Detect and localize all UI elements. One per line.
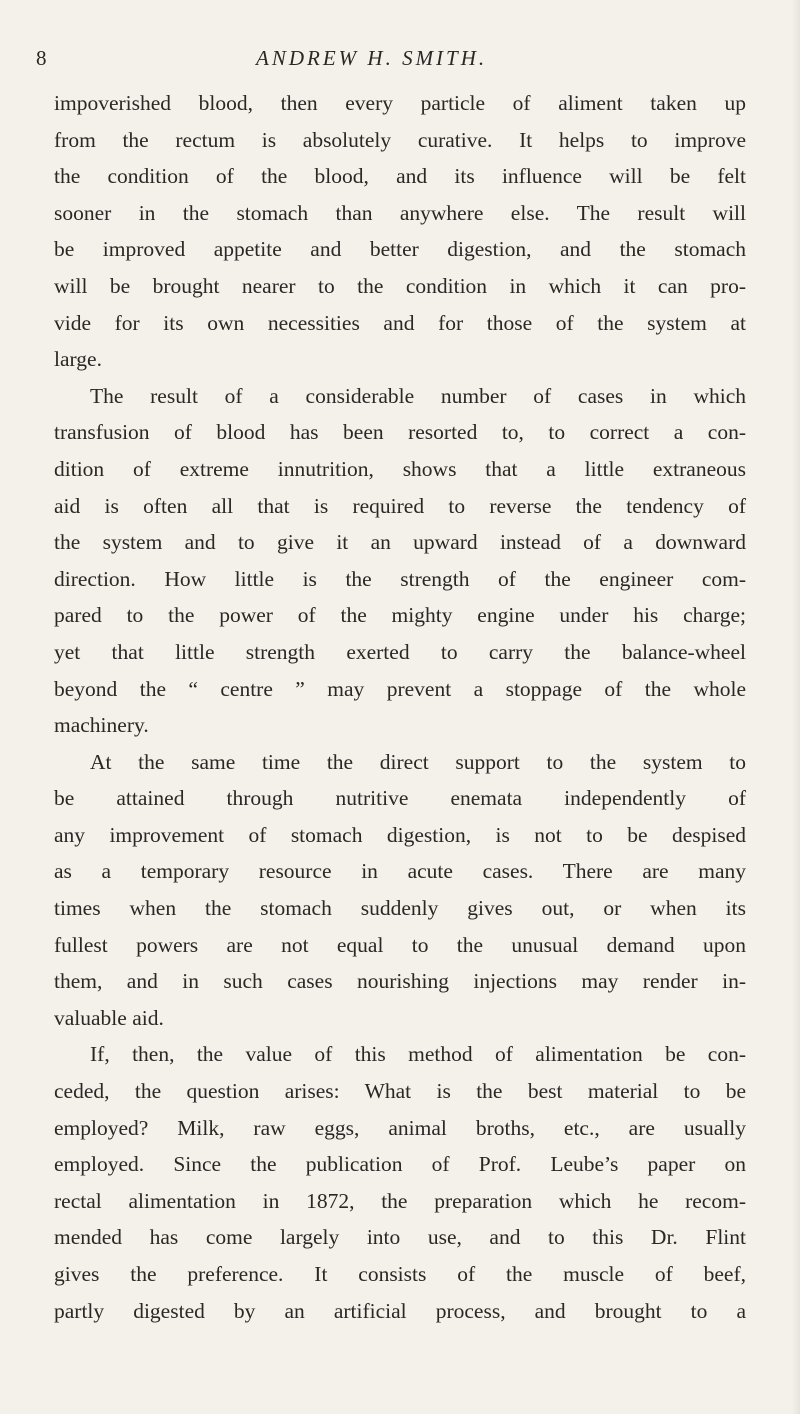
text-line: dition of extreme innutrition, shows that a little extraneous	[54, 456, 746, 481]
page-edge-shadow	[792, 0, 800, 1414]
text-line: yet that little strength exerted to carry the balance-wheel	[54, 639, 746, 664]
text-line: mended has come largely into use, and to this Dr. Flint	[54, 1225, 746, 1250]
text-line: employed. Since the publication of Prof. Leube’s paper on	[54, 1152, 746, 1177]
text-line: employed? Milk, raw eggs, animal broths, etc., are usually	[54, 1115, 746, 1140]
text-line: the condition of the blood, and its influence will be felt	[54, 164, 746, 189]
text-line: large.	[54, 347, 102, 372]
text-line: impoverished blood, then every particle of aliment taken up	[54, 91, 746, 115]
text-line: be improved appetite and better digestion, and the stomach	[54, 237, 746, 262]
text-line: direction. How little is the strength of the engineer com-	[54, 566, 746, 591]
text-line: ceded, the question arises: What is the best material to be	[54, 1079, 746, 1104]
page-number: 8	[36, 46, 47, 70]
text-line: be attained through nutritive enemata independently of	[54, 786, 746, 811]
text-line: sooner in the stomach than anywhere else. The result will	[54, 200, 746, 225]
text-line: will be brought nearer to the condition in which it can pro-	[54, 273, 746, 298]
text-line: The result of a considerable number of cases in which	[90, 383, 746, 408]
text-line: transfusion of blood has been resorted to, to correct a con-	[54, 420, 746, 445]
text-line: gives the preference. It consists of the muscle of beef,	[54, 1262, 746, 1286]
body-text	[54, 85, 746, 1329]
paragraph	[54, 744, 746, 1037]
text-line: rectal alimentation in 1872, the preparation which he recom-	[54, 1188, 746, 1213]
text-line: times when the stomach suddenly gives out, or when its	[54, 896, 746, 921]
text-line: the system and to give it an upward instead of a downward	[54, 530, 746, 555]
text-line: fullest powers are not equal to the unusual demand upon	[54, 932, 746, 957]
text-line: beyond the “ centre ” may prevent a stoppage of the whole	[54, 676, 746, 701]
text-line: aid is often all that is required to reverse the tendency of	[54, 493, 746, 518]
paragraph	[54, 1036, 746, 1329]
paragraph	[54, 378, 746, 744]
text-line: any improvement of stomach digestion, is not to be despised	[54, 822, 746, 847]
text-line: If, then, the value of this method of alimentation be con-	[90, 1042, 746, 1067]
text-line: as a temporary resource in acute cases. There are many	[54, 859, 746, 884]
text-line: pared to the power of the mighty engine under his charge;	[54, 603, 746, 628]
text-line: partly digested by an artificial process, and brought to a	[54, 1298, 746, 1323]
text-line: At the same time the direct support to the system to	[90, 749, 746, 774]
paragraph	[54, 85, 746, 378]
page-header	[0, 46, 800, 76]
text-line: them, and in such cases nourishing injections may render in-	[54, 969, 746, 994]
text-line: from the rectum is absolutely curative. It helps to improve	[54, 127, 746, 152]
text-line: machinery.	[54, 713, 149, 738]
text-line: vide for its own necessities and for those of the system at	[54, 310, 746, 335]
text-line: valuable aid.	[54, 1005, 164, 1030]
running-head: ANDREW H. SMITH.	[256, 46, 488, 70]
